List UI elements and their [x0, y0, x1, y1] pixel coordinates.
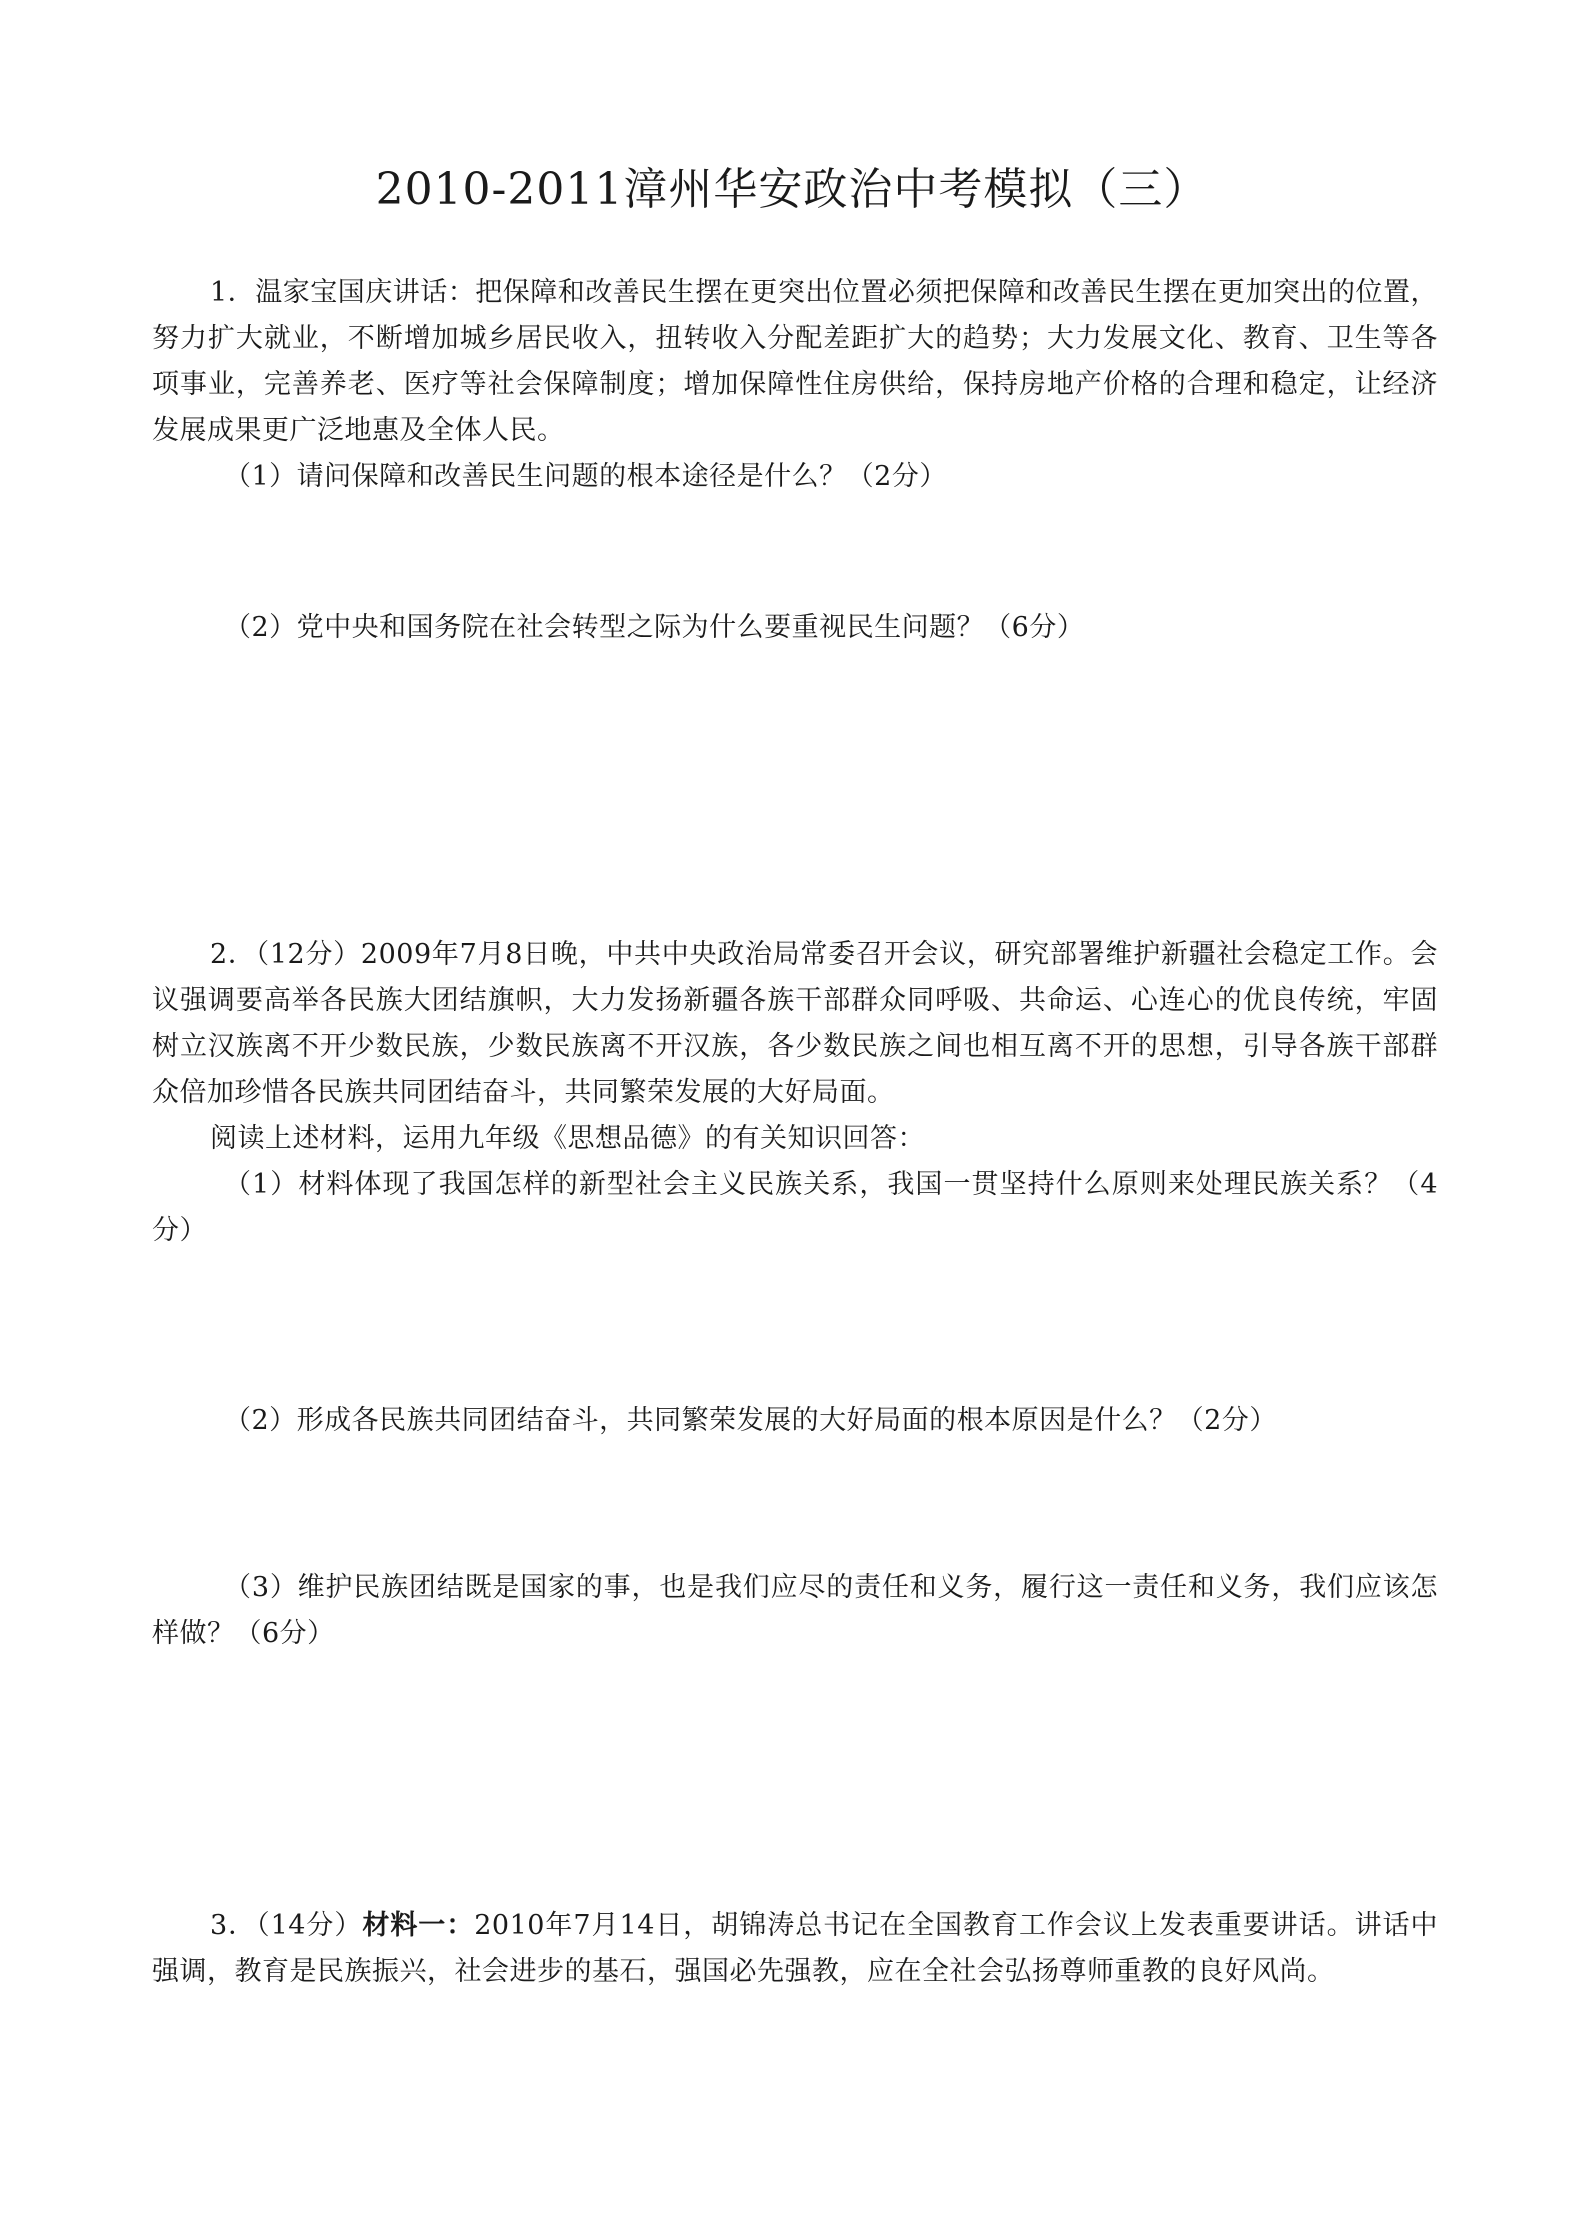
question-3-text: 2010年7月14日，胡锦涛总书记在全国教育工作会议上发表重要讲话。讲话中强调，教育是民族振兴，社会进步的基石，强国必先强教，应在全社会弘扬尊师重教的良好风尚。: [152, 1910, 1439, 1987]
question-1-part-2: [152, 605, 1438, 651]
question-1-sub-2: （2）党中央和国务院在社会转型之际为什么要重视民生问题？（6分）: [224, 612, 1085, 643]
question-3-stem: [152, 1903, 1438, 1995]
question-3-prefix: 3．（14分）: [210, 1910, 363, 1941]
question-2-stem: 2．（12分）2009年7月8日晚，中共中央政治局常委召开会议，研究部署维护新疆社会稳定工作。会议强调要高举各民族大团结旗帜，大力发扬新疆各族干部群众同呼吸、共命运、心连心的优良传统，牢固树立汉族离不开少数民族，少数民族离不开汉族，各少数民族之间也相互离不开的思想，引导各族干部群众倍加珍惜各民族共同团结奋斗，共同繁荣发展的大好局面。: [152, 939, 1438, 1108]
question-2-part-3: [152, 1565, 1438, 1657]
question-2-sub-3: （3）维护民族团结既是国家的事，也是我们应尽的责任和义务，履行这一责任和义务，我们应该怎样做？（6分）: [152, 1572, 1438, 1649]
question-1-sub-1: （1）请问保障和改善民生问题的根本途径是什么？（2分）: [224, 461, 947, 492]
question-2-part-2: [152, 1398, 1438, 1444]
question-2-sub-2: （2）形成各民族共同团结奋斗，共同繁荣发展的大好局面的根本原因是什么？（2分）: [224, 1405, 1277, 1436]
question-2-instruction: 阅读上述材料，运用九年级《思想品德》的有关知识回答：: [210, 1123, 925, 1154]
question-3: [152, 1903, 1438, 1995]
question-2: [152, 932, 1438, 1254]
material-label: 材料一：: [362, 1910, 475, 1941]
question-2-sub-1: （1）材料体现了我国怎样的新型社会主义民族关系，我国一贯坚持什么原则来处理民族关系？（4分）: [152, 1169, 1438, 1246]
question-1-stem: 1．温家宝国庆讲话：把保障和改善民生摆在更突出位置必须把保障和改善民生摆在更加突出的位置，努力扩大就业，不断增加城乡居民收入，扭转收入分配差距扩大的趋势；大力发展文化、教育、卫生等各项事业，完善养老、医疗等社会保障制度；增加保障性住房供给，保持房地产价格的合理和稳定，让经济发展成果更广泛地惠及全体人民。: [152, 277, 1438, 446]
page-title: 2010-2011漳州华安政治中考模拟（三）: [375, 164, 1209, 215]
question-1: [152, 270, 1438, 500]
